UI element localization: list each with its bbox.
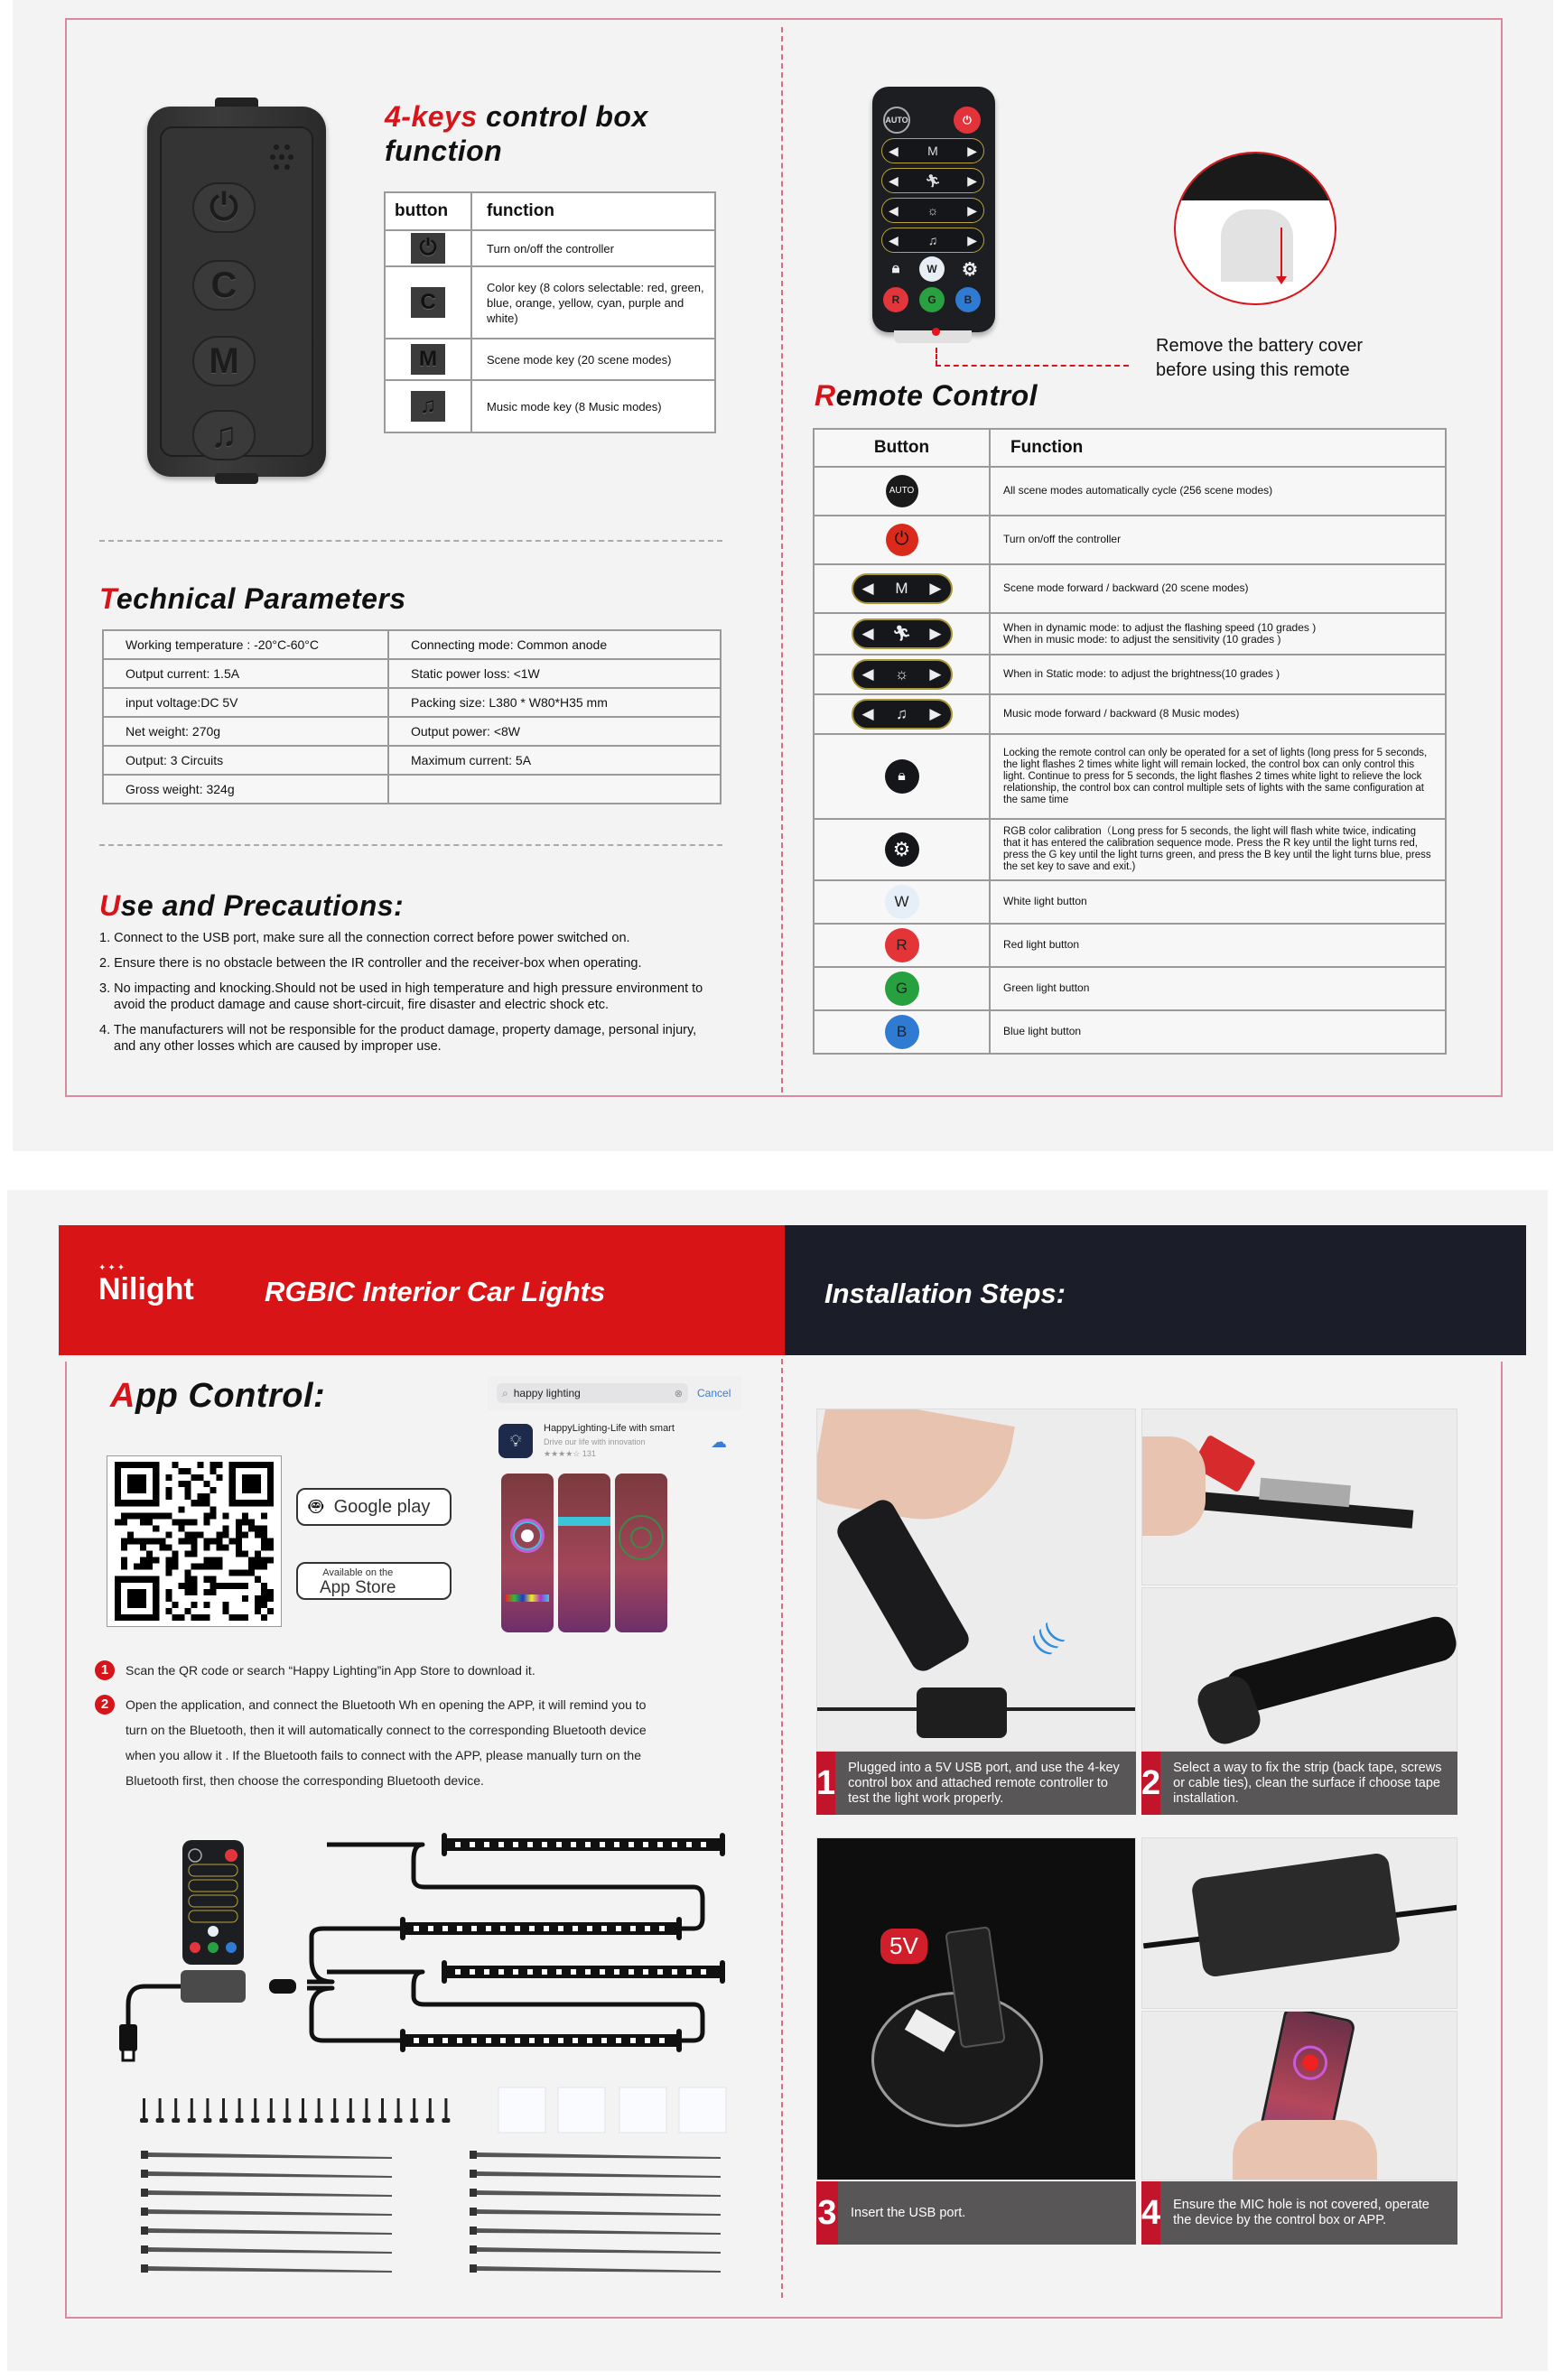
parameter-cell: Output power: <8W: [388, 717, 721, 746]
control-box-power-key: ⏻: [192, 182, 256, 233]
control-box-color-key: C: [192, 260, 256, 311]
hand: [816, 1408, 1015, 1533]
screw-icon: [331, 2098, 339, 2123]
music-note-icon: ♫: [927, 233, 938, 247]
screw-icon: [299, 2098, 307, 2123]
title-accent: U: [99, 889, 121, 922]
app-screenshot-device-list: [558, 1474, 610, 1632]
function-text: Locking the remote control can only be operated for a set of lights (long press for 5 seconds, the light flashes 2 times white light will remain locked, the control box can only control this light. Continue to press for 5 seconds, the light flashes 2 times white light to relieve the lock relationship, the control box can control multiple sets of lights with the same configuration at the same time: [990, 734, 1446, 819]
remote-edge: [1176, 153, 1336, 200]
step-text: Plugged into a 5V USB port, and use the 4-key control box and attached remote controller to test the light work properly.: [848, 1760, 1120, 1806]
lock-button-icon: 🔒︎: [885, 759, 919, 794]
m-label: M: [895, 580, 908, 598]
screw-icon: [203, 2098, 211, 2123]
installation-banner: [781, 1225, 1526, 1355]
brand-logo: Nilight: [98, 1272, 194, 1306]
title-accent: A: [110, 1377, 135, 1415]
cable-tie-icon: [470, 2189, 721, 2197]
battery-cover-shape: [1221, 209, 1293, 282]
brightness-arrows-icon: ◀ ☼ ▶: [852, 659, 953, 690]
music-arrows-icon: ◀ ♫ ▶: [852, 699, 953, 730]
function-text: All scene modes automatically cycle (256 scene modes): [990, 467, 1446, 516]
table-row: [814, 924, 1446, 967]
step-text: turn on the Bluetooth, then it will automatically connect to the corresponding Bluetooth device: [126, 1723, 647, 1737]
callout-line: [936, 365, 1129, 367]
table-row: [385, 230, 715, 266]
cable-tie-icon: [470, 2245, 721, 2254]
adhesive-pad: [679, 2087, 726, 2133]
screw-icon: [236, 2098, 244, 2123]
control-box-music-key: ♫: [192, 410, 256, 460]
control-box-photo: [1190, 1852, 1401, 1978]
app-listing-name: HappyLighting-Life with smart: [544, 1423, 675, 1434]
function-text: Color key (8 colors selectable: red, green, blue, orange, yellow, cyan, purple and white): [471, 266, 715, 339]
step-number: 4: [1141, 2181, 1160, 2245]
table-row: [103, 659, 721, 688]
title-rest: emote Control: [835, 379, 1038, 412]
step-3-caption: [816, 2181, 1136, 2245]
screw-icon: [156, 2098, 164, 2123]
cable-tie-icon: [470, 2208, 721, 2216]
scene-mode-arrows-icon: ◀ M ▶: [852, 573, 953, 604]
remote-scene-row: ◀ M ▶: [881, 138, 984, 163]
screw-icon: [362, 2098, 370, 2123]
5v-badge: 5V: [880, 1929, 927, 1964]
remote-power-icon: ⏻: [954, 107, 981, 134]
title-accent: T: [99, 582, 116, 615]
col-header-button: Button: [814, 429, 990, 467]
table-row: [814, 564, 1446, 613]
app-listing-subtitle: Drive our life with innovation: [544, 1437, 646, 1446]
white-button-icon: W: [885, 885, 919, 919]
cable-tie-icon: [470, 2151, 721, 2159]
table-row: [103, 630, 721, 659]
step-number-badge: 2: [95, 1695, 115, 1715]
table-row: [103, 746, 721, 775]
auto-button-icon: AUTO: [886, 475, 918, 507]
step-text: Scan the QR code or search “Happy Lighting”in App Store to download it.: [126, 1663, 535, 1678]
adhesive-pad: [558, 2087, 605, 2133]
app-screenshot-microphone: [615, 1474, 667, 1632]
title-line2: function: [385, 135, 503, 167]
title-accent: R: [815, 379, 836, 412]
adhesive-pad: [619, 2087, 666, 2133]
function-text: When in Static mode: to adjust the brightness(10 grades ): [990, 655, 1446, 694]
adhesive-pad: [498, 2087, 545, 2133]
cable-tie-icon: [141, 2208, 392, 2216]
step-text: Open the application, and connect the Bluetooth Wh en opening the APP, it will remind you to: [126, 1697, 647, 1712]
step-text: when you allow it . If the Bluetooth fails to connect with the APP, please manually turn on the: [126, 1748, 641, 1762]
app-instructions: [95, 1658, 745, 1793]
finger: [1142, 1436, 1206, 1536]
precaution-text: 1. Connect to the USB port, make sure all the connection correct before power switched on.: [99, 931, 630, 945]
precaution-item: [99, 1022, 750, 1055]
precautions-title: [99, 889, 404, 923]
app-rating: [544, 1449, 596, 1459]
led-strip: [442, 1960, 725, 1984]
step-number: 2: [1141, 1752, 1160, 1815]
hand: [1233, 2120, 1377, 2180]
wireless-signal-icon: ))): [1028, 1622, 1068, 1662]
table-row: [814, 734, 1446, 819]
qr-code-pattern: [113, 1462, 275, 1621]
function-text: Music mode key (8 Music modes): [471, 380, 715, 432]
table-row: [814, 1010, 1446, 1054]
step-4-caption: [1141, 2181, 1457, 2245]
col-header-function: Function: [990, 429, 1446, 467]
cable-tie-icon: [141, 2245, 392, 2254]
precaution-text: 3. No impacting and knocking.Should not be used in high temperature and high pressure environment to: [99, 981, 703, 996]
splitter: [269, 1979, 296, 1994]
screw-icon: [267, 2098, 275, 2123]
table-row: [103, 717, 721, 746]
step-text: Ensure the MIC hole is not covered, operate the device by the control box or APP.: [1173, 2198, 1429, 2227]
search-icon: ⌕: [502, 1386, 508, 1399]
blue-button-icon: B: [885, 1015, 919, 1049]
title-rest: se and Precautions:: [120, 889, 405, 922]
mic-holes-icon: [270, 144, 297, 172]
parameter-cell: Output current: 1.5A: [103, 659, 388, 688]
function-text: White light button: [990, 880, 1446, 924]
step-text: Insert the USB port.: [851, 2205, 966, 2220]
remote-music-row: ◀ ♫ ▶: [881, 228, 984, 253]
step-1-caption: [816, 1752, 1136, 1815]
precaution-item: [99, 981, 750, 1013]
col-header-button: button: [385, 192, 471, 230]
cable-tie-icon: [141, 2170, 392, 2178]
product-title: RGBIC Interior Car Lights: [265, 1276, 606, 1307]
led-strip: [400, 2029, 682, 2052]
app-store-search-bar: [488, 1376, 742, 1410]
title-rest: control box: [477, 100, 648, 133]
red-button-icon: R: [885, 928, 919, 962]
speed-arrows-icon: ◀ 🏃︎ ▶: [852, 618, 953, 649]
function-text: Red light button: [990, 924, 1446, 967]
app-store-label: App Store: [320, 1577, 396, 1597]
parameter-cell: Maximum current: 5A: [388, 746, 721, 775]
wire: [327, 1845, 703, 1929]
control-box-title: [385, 99, 648, 168]
step-3-photo: [816, 1837, 1136, 2180]
table-row: [814, 819, 1446, 880]
parameter-cell: Output: 3 Circuits: [103, 746, 388, 775]
cable-tie-icon: [470, 2227, 721, 2235]
app-screenshot-color-wheel: [501, 1474, 554, 1632]
function-text: RGB color calibration（Long press for 5 seconds, the light will flash white twice, indicating that it has entered the calibration sequence mode. Press the R key until the light turns red, press the G key until the light turns green, and press the B key until the light turns blue, press the set key to save and exit.): [990, 819, 1446, 880]
cable-ties: [141, 2151, 721, 2275]
control-box-photo: [917, 1687, 1007, 1738]
step-2-photo-screws: [1141, 1587, 1457, 1752]
brand-banner: [59, 1225, 781, 1355]
app-store-small-label: Available on the: [322, 1567, 394, 1578]
step-number: 1: [816, 1752, 835, 1815]
title-rest: pp Control:: [135, 1377, 326, 1415]
screw-icon: [426, 2098, 434, 2123]
function-text: Green light button: [990, 967, 1446, 1010]
step-text: Bluetooth first, then choose the corresponding Bluetooth device.: [126, 1773, 484, 1788]
qr-code[interactable]: [107, 1455, 282, 1627]
search-query: happy lighting: [513, 1387, 581, 1399]
control-box-cable-bottom: [215, 473, 258, 484]
screw-icon: [410, 2098, 418, 2123]
color-key-icon: C: [411, 287, 445, 318]
col-header-function: function: [471, 192, 715, 230]
battery-marker: [932, 328, 940, 336]
screw-icon: [442, 2098, 450, 2123]
parameter-cell: [388, 775, 721, 804]
battery-note-line: Remove the battery cover: [1156, 336, 1363, 356]
remote-illustration: [872, 87, 995, 332]
music-note-icon: ♫: [411, 391, 445, 422]
led-strips: [400, 1833, 725, 2052]
app-step-2: [95, 1692, 745, 1793]
cable-tie-icon: [141, 2264, 392, 2273]
table-row: [814, 880, 1446, 924]
search-input[interactable]: [497, 1383, 688, 1403]
power-icon: ⏻: [411, 233, 445, 264]
table-row: [814, 613, 1446, 655]
remote-in-hand: [833, 1495, 973, 1676]
step-number-badge: 1: [95, 1660, 115, 1680]
section-divider: [99, 844, 722, 846]
power-button-icon: ⏻: [886, 524, 918, 556]
google-play-button[interactable]: [296, 1488, 452, 1526]
battery-detail-circle: [1174, 152, 1336, 305]
table-row: [103, 688, 721, 717]
table-row: [814, 967, 1446, 1010]
title-rest: echnical Parameters: [116, 582, 406, 615]
remote-lock-icon: 🔒︎: [891, 261, 900, 276]
google-play-label: Google play: [333, 1496, 431, 1517]
function-text: When in music mode: to adjust the sensitivity (10 grades ): [1003, 633, 1281, 646]
parameter-cell: Net weight: 270g: [103, 717, 388, 746]
table-row: [814, 655, 1446, 694]
cable-tie-icon: [141, 2151, 392, 2159]
table-row: [814, 467, 1446, 516]
center-divider: [781, 27, 783, 1092]
center-divider: [781, 1359, 783, 2298]
function-text: Blue light button: [990, 1010, 1446, 1054]
wire: [327, 1972, 703, 2041]
table-row: [814, 516, 1446, 564]
clear-icon[interactable]: ⊗: [674, 1388, 683, 1399]
screw-icon: [172, 2098, 180, 2123]
remote-red-button: R: [883, 287, 908, 312]
title-accent: 4-keys: [385, 100, 478, 133]
technical-parameters-table: [102, 629, 722, 804]
green-button-icon: G: [885, 972, 919, 1006]
function-text: Turn on/off the controller: [990, 516, 1446, 564]
technical-title: [99, 582, 406, 616]
app-icon[interactable]: 💡︎: [498, 1424, 533, 1458]
remote-green-button: G: [919, 287, 945, 312]
usb-tip: [123, 2050, 134, 2060]
app-control-title: [110, 1377, 325, 1416]
precaution-item: [99, 930, 750, 946]
precautions-list: [99, 930, 750, 1064]
parameter-cell: Gross weight: 324g: [103, 775, 388, 804]
section-divider: [99, 540, 722, 542]
precaution-text: 2. Ensure there is no obstacle between the IR controller and the receiver-box when operating.: [99, 956, 642, 971]
review-count: 131: [582, 1449, 596, 1458]
android-icon: 🤖︎: [309, 1492, 323, 1520]
cable-tie-icon: [470, 2170, 721, 2178]
precaution-text: 4. The manufacturers will not be responsible for the product damage, property damage, personal injury,: [99, 1023, 697, 1037]
screw-icon: [395, 2098, 403, 2123]
remote-white-button: W: [919, 256, 945, 282]
screw-icon: [251, 2098, 259, 2123]
usb-plug-icon: [119, 2024, 137, 2051]
precaution-text: avoid the product damage and cause short-circuit, fire disaster and electric shock etc.: [114, 998, 610, 1012]
precaution-text: and any other losses which are caused by improper use.: [114, 1039, 442, 1054]
remote-blue-button: B: [955, 287, 981, 312]
screw-icon: [140, 2098, 148, 2123]
usb-wire: [128, 1986, 181, 2031]
screw-icon: [347, 2098, 355, 2123]
screw-icon: [219, 2098, 228, 2123]
cable-tie-icon: [470, 2264, 721, 2273]
table-row: [814, 694, 1446, 734]
led-strip: [400, 1917, 682, 1940]
remote-gear-icon: ⚙: [962, 259, 978, 280]
download-cloud-icon[interactable]: ☁: [711, 1433, 727, 1451]
remote-speed-row: ◀ 🏃︎ ▶: [881, 168, 984, 193]
strip-tube: [1222, 1613, 1457, 1717]
settings-gear-button-icon: ⚙: [885, 832, 919, 867]
screw-icon: [378, 2098, 386, 2123]
runner-icon: 🏃︎: [925, 172, 941, 188]
cancel-link[interactable]: Cancel: [697, 1387, 731, 1399]
table-row: [385, 380, 715, 432]
parameter-cell: Working temperature : -20°C-60°C: [103, 630, 388, 659]
step-2-photo-tape: [1141, 1408, 1457, 1585]
cable-tie-icon: [141, 2189, 392, 2197]
arrowhead: [1276, 276, 1287, 284]
screw-icon: [188, 2098, 196, 2123]
parameter-cell: Connecting mode: Common anode: [388, 630, 721, 659]
control-box-mini: [181, 1970, 246, 2003]
remote-function-table: [813, 428, 1447, 1055]
wiring-diagram: [90, 1815, 740, 2086]
control-box-illustration: [147, 107, 326, 477]
table-row: [103, 775, 721, 804]
battery-note: [1156, 334, 1363, 383]
control-box-mode-key: M: [192, 336, 256, 386]
screw-icon: [315, 2098, 323, 2123]
led-strip: [442, 1833, 725, 1856]
cable-tie-icon: [141, 2227, 392, 2235]
rating-stars: ★★★★☆: [544, 1449, 581, 1458]
callout-line: [936, 348, 937, 366]
control-box-function-table: [384, 191, 716, 433]
step-2-caption: [1141, 1752, 1457, 1815]
wire: [307, 1988, 401, 2041]
m-label: M: [927, 144, 938, 158]
function-text: When in dynamic mode: to adjust the flashing speed (10 grades ): [1003, 620, 1317, 634]
screw-icon: [283, 2098, 291, 2123]
precaution-item: [99, 955, 750, 972]
step-4-photo-phone: [1141, 2011, 1457, 2180]
remote-control-title: [815, 379, 1038, 413]
down-arrow-icon: [1280, 228, 1282, 282]
function-text: Turn on/off the controller: [471, 230, 715, 266]
app-step-1: [95, 1658, 745, 1683]
table-row: [385, 339, 715, 380]
step-1-photo: [816, 1408, 1136, 1752]
app-store-button[interactable]: [296, 1562, 452, 1600]
parameter-cell: input voltage:DC 5V: [103, 688, 388, 717]
installation-title: Installation Steps:: [824, 1278, 1066, 1309]
step-4-photo-control-box: [1141, 1837, 1457, 2009]
battery-note-line: before using this remote: [1156, 360, 1350, 380]
function-text: Scene mode key (20 scene modes): [471, 339, 715, 380]
function-text: Scene mode forward / backward (20 scene modes): [990, 564, 1446, 613]
accessories: [90, 2068, 740, 2275]
sparkle-icon: ✦✦✦: [98, 1263, 127, 1273]
remote-brightness-row: ◀ ☼ ▶: [881, 198, 984, 223]
remote-auto-button: AUTO: [883, 107, 910, 134]
function-text: Music mode forward / backward (8 Music modes): [990, 694, 1446, 734]
parameter-cell: Static power loss: <1W: [388, 659, 721, 688]
parameter-cell: Packing size: L380 * W80*H35 mm: [388, 688, 721, 717]
screws: [140, 2098, 450, 2123]
step-text: Select a way to fix the strip (back tape, screws or cable ties), clean the surface if choose tape installation.: [1173, 1760, 1442, 1806]
adhesive-pads: [498, 2087, 726, 2133]
step-number: 3: [816, 2181, 838, 2245]
sun-icon: ☼: [926, 203, 939, 218]
table-row: [385, 266, 715, 339]
scene-mode-key-icon: M: [411, 344, 445, 375]
